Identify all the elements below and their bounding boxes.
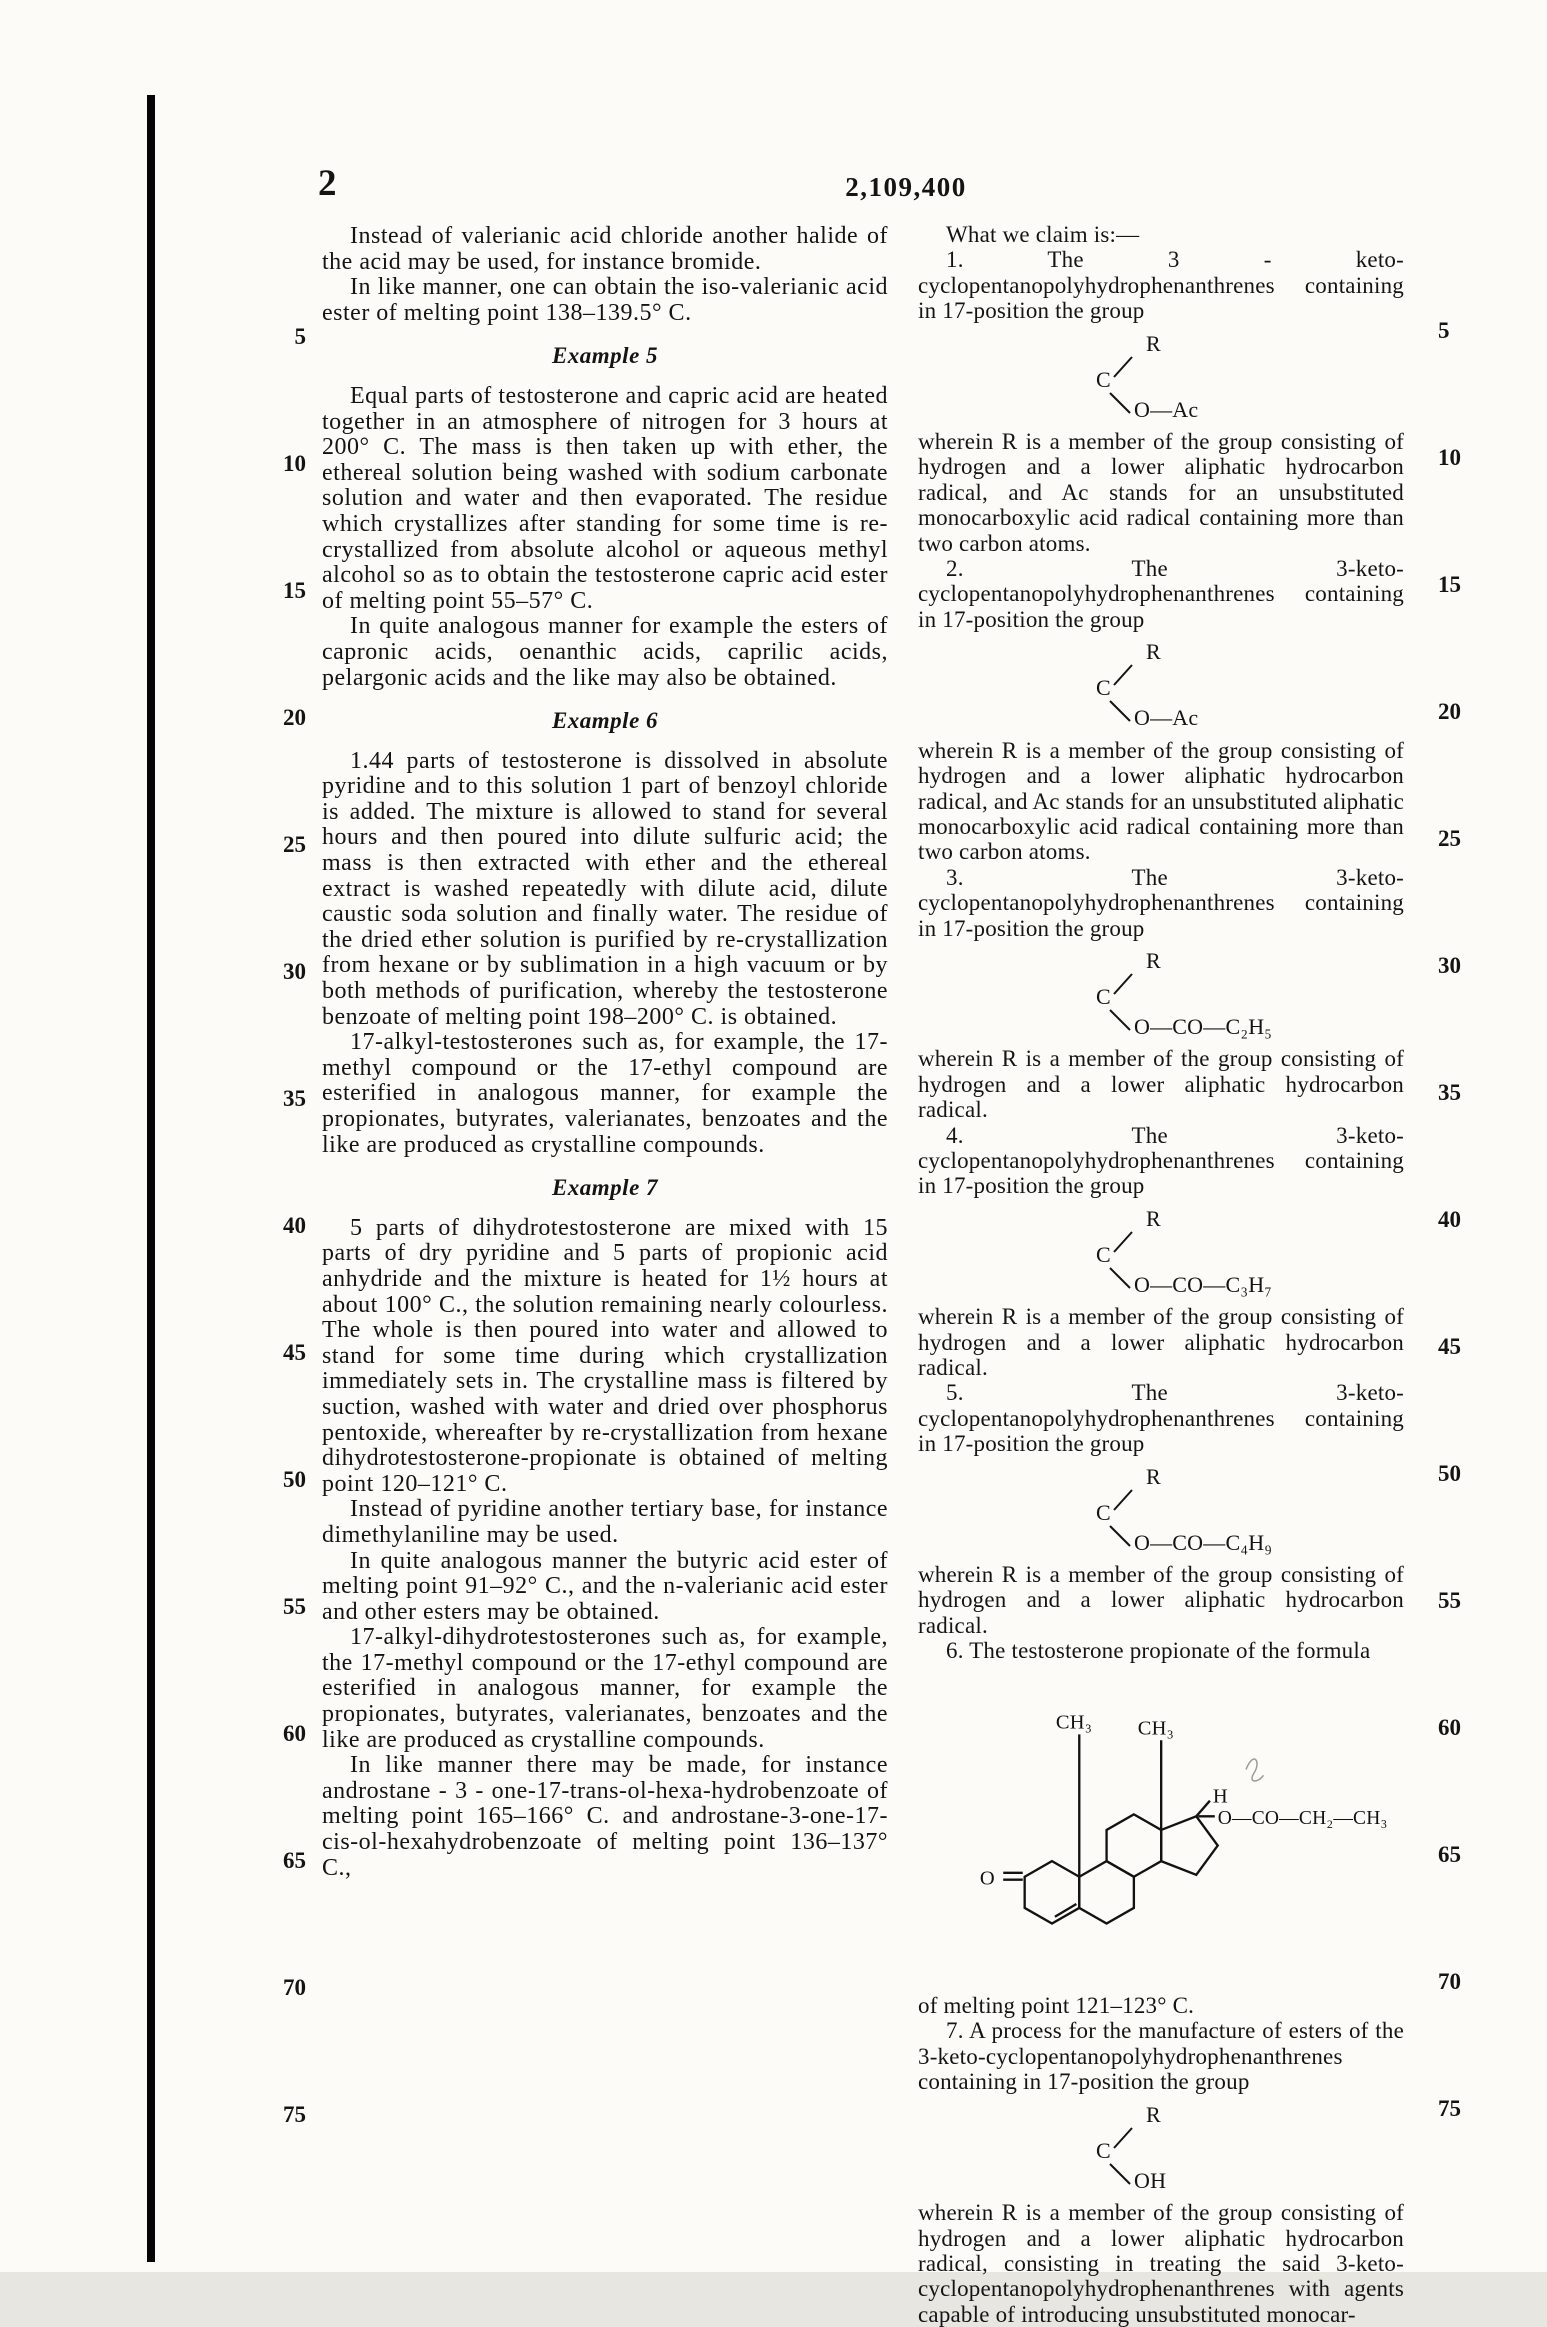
- claims-column: [918, 222, 1404, 2327]
- line-number-right-55: 55: [1438, 1588, 1461, 1613]
- claim-7-text: 7. A process for the manufacture of esters of the 3-keto-cyclopentanopolyhydrophenanthrenes containing in 17-position the group: [918, 2018, 1404, 2095]
- spec-paragraph-1: Instead of valerianic acid chloride another halide of the acid may be used, for instance bromide.: [322, 223, 888, 275]
- spec-paragraph-4: In quite analogous manner for example the esters of capronic acids, oenanthic acids, caprilic acids, pelargonic acids and the like may also be obtained.: [322, 613, 888, 691]
- claim-4-wherein: wherein R is a member of the group consisting of hydrogen and a lower aliphatic hydrocarbon radical.: [918, 1304, 1404, 1380]
- structure-r-label: R: [1146, 947, 1161, 973]
- spec-paragraph-11: In like manner there may be made, for instance androstane - 3 - one-17-trans-ol-hexa-hydrobenzoate of melting point 165–166° C. and androstane-3-one-17-cis-ol-hexahydrobenzoate of melting point 136–137° C.,: [322, 1752, 888, 1881]
- line-number-left-30: 30: [283, 959, 306, 984]
- spec-paragraph-7: 5 parts of dihydrotestosterone are mixed with 15 parts of dry pyridine and 5 parts of propionic acid anhydride and the mixture is heated for 1½ hours at about 100° C., the solution remaining nearly colourless. The whole is then poured into water and allowed to stand for some time during which crystallization immediately sets in. The crystalline mass is filtered by suction, washed with water and dried over phosphorus pentoxide, whereafter by re-crystallization from hexane dihydrotestosterone-propionate is obtained of melting point 120–121° C.: [322, 1214, 888, 1497]
- steroid-ring-d: [1161, 1816, 1218, 1875]
- line-number-left-10: 10: [283, 451, 306, 476]
- structure-ester-label: O—CO—C₂H₅: [1134, 1013, 1273, 1039]
- line-number-left-20: 20: [283, 705, 306, 730]
- claim-5-wherein: wherein R is a member of the group consisting of hydrogen and a lower aliphatic hydrocarbon radical.: [918, 1562, 1404, 1638]
- structure-r-label: R: [1146, 639, 1161, 665]
- structure-ester-label: O—CO—C₄H₉: [1134, 1529, 1273, 1555]
- structure-ester-label: O—CO—C₃H₇: [1134, 1271, 1273, 1297]
- structure-r-label: R: [1146, 1463, 1161, 1489]
- line-number-right-65: 65: [1438, 1842, 1461, 1867]
- example-7-heading: Example 7: [551, 1175, 659, 1201]
- steroid-ring-b: [1079, 1861, 1134, 1923]
- claim-3-structure: [1018, 946, 1404, 1043]
- claim-5-text: 5. The 3-keto-cyclopentanopolyhydrophenanthrenes containing in 17-position the group: [918, 1380, 1404, 1457]
- steroid-caption: of melting point 121–123° C.: [918, 1993, 1195, 2019]
- structure-hydroxyl-label: OH: [1134, 2167, 1167, 2193]
- structure-ester-label: O—Ac: [1134, 705, 1199, 731]
- line-number-right-70: 70: [1438, 1969, 1461, 1994]
- line-number-right-60: 60: [1438, 1715, 1461, 1740]
- structure-r-label: R: [1146, 2101, 1161, 2127]
- line-number-left-70: 70: [283, 1975, 306, 2000]
- line-number-left-60: 60: [283, 1721, 306, 1746]
- line-number-right-20: 20: [1438, 699, 1461, 724]
- claims-intro: What we claim is:—: [946, 222, 1140, 247]
- steroid-ester-chain-label: O—CO—CH₂—CH₃: [1217, 1807, 1388, 1829]
- line-number-right-35: 35: [1438, 1080, 1461, 1105]
- structure-r-label: R: [1146, 330, 1161, 356]
- steroid-hydrogen-label: H: [1212, 1785, 1228, 1808]
- line-number-left-5: 5: [294, 324, 306, 349]
- claim-1-structure: [1018, 329, 1404, 426]
- claim-1-wherein: wherein R is a member of the group consisting of hydrogen and a lower aliphatic hydrocarbon radical, and Ac stands for an unsubstituted monocarboxylic acid radical containing more than two carbon atoms.: [918, 429, 1404, 556]
- line-number-left-15: 15: [283, 578, 306, 603]
- claim-4-text: 4. The 3-keto-cyclopentanopolyhydrophenanthrenes containing in 17-position the group: [918, 1122, 1404, 1199]
- spec-paragraph-9: In quite analogous manner the butyric acid ester of melting point 91–92° C., and the n-valerianic acid ester and other esters may be obtained.: [322, 1547, 888, 1625]
- line-number-right-40: 40: [1438, 1207, 1461, 1232]
- spec-paragraph-6: 17-alkyl-testosterones such as, for example, the 17-methyl compound or the 17-ethyl compound are esterified in analogous manner, for example the propionates, butyrates, valerianates, benzoates and the like are produced as crystalline compounds.: [322, 1029, 888, 1158]
- structure-c-label: C: [1096, 1499, 1111, 1525]
- spec-paragraph-10: 17-alkyl-dihydrotestosterones such as, for example, the 17-methyl compound or the 17-ethyl compound are esterified in analogous manner, for example the propionates, butyrates, valerianates, benzoates and the like are produced as crystalline compounds.: [322, 1624, 888, 1753]
- structure-c-label: C: [1096, 366, 1111, 392]
- line-number-left-75: 75: [283, 2102, 306, 2127]
- line-number-left-40: 40: [283, 1213, 306, 1238]
- spec-paragraph-8: Instead of pyridine another tertiary base, for instance dimethylaniline may be used.: [322, 1496, 888, 1548]
- structure-c-label: C: [1096, 1241, 1111, 1267]
- claim-6-text: 6. The testosterone propionate of the formula: [946, 1638, 1371, 1664]
- claim-3-text: 3. The 3-keto-cyclopentanopolyhydrophenanthrenes containing in 17-position the group: [918, 864, 1404, 941]
- patent-number: 2,109,400: [845, 172, 967, 202]
- claim-4-structure: [1018, 1204, 1404, 1301]
- claim-2-wherein: wherein R is a member of the group consisting of hydrogen and a lower aliphatic hydrocarbon radical, and Ac stands for an unsubstituted aliphatic monocarboxylic acid radical containing more than two carbon atoms.: [918, 737, 1404, 865]
- example-5-heading: Example 5: [551, 343, 659, 369]
- page-number: 2: [318, 163, 338, 204]
- steroid-ring-c: [1107, 1814, 1162, 1876]
- scan-artifact: [1246, 1759, 1264, 1781]
- example-6-heading: Example 6: [551, 708, 659, 734]
- line-number-left-65: 65: [283, 1848, 306, 1873]
- line-number-right-5: 5: [1438, 318, 1450, 343]
- line-number-right-45: 45: [1438, 1334, 1461, 1359]
- spec-paragraph-5: 1.44 parts of testosterone is dissolved in absolute pyridine and to this solution 1 part of benzoyl chloride is added. The mixture is allowed to stand for several hours and then poured into dilute sulfuric acid; the mass is then extracted with ether and the ethereal extract is washed repeatedly with dilute acid, dilute caustic soda solution and finally water. The residue of the dried ether solution is purified by re-crystallization from hexane or by sublimation in a high vacuum or by both methods of purification, whereby the testosterone benzoate of melting point 198–200° C. is obtained.: [322, 747, 888, 1030]
- line-number-right-75: 75: [1438, 2096, 1461, 2121]
- structure-c-label: C: [1096, 2137, 1111, 2163]
- line-number-right-50: 50: [1438, 1461, 1461, 1486]
- binding-edge-line: [147, 95, 155, 2262]
- specification-column: [322, 224, 888, 1881]
- structure-ester-label: O—Ac: [1134, 396, 1199, 422]
- line-number-left-35: 35: [283, 1086, 306, 1111]
- spec-paragraph-2: In like manner, one can obtain the iso-valerianic acid ester of melting point 138–139.5° C.: [322, 274, 888, 326]
- claim-5-structure: [1018, 1462, 1404, 1559]
- line-number-right-25: 25: [1438, 826, 1461, 851]
- claim-1-text: 1. The 3 - keto-cyclopentanopolyhydrophenanthrenes containing in 17-position the group: [918, 247, 1404, 324]
- claim-2-text: 2. The 3-keto-cyclopentanopolyhydrophenanthrenes containing in 17-position the group: [918, 556, 1404, 632]
- line-number-right-30: 30: [1438, 953, 1461, 978]
- line-number-left-25: 25: [283, 832, 306, 857]
- claim-7-wherein: wherein R is a member of the group consisting of hydrogen and a lower aliphatic hydrocarbon radical, consisting in treating the said 3-keto-cyclopentanopolyhydrophenanthrenes with agents capable of introducing unsubstituted monocar-: [918, 2200, 1404, 2327]
- line-number-right-15: 15: [1438, 572, 1461, 597]
- claim-3-wherein: wherein R is a member of the group consisting of hydrogen and a lower aliphatic hydrocarbon radical.: [918, 1046, 1404, 1123]
- structure-r-label: R: [1146, 1205, 1161, 1231]
- line-number-right-10: 10: [1438, 445, 1461, 470]
- steroid-methyl-right-label: CH₃: [1137, 1717, 1174, 1740]
- steroid-structure: [958, 1672, 1404, 1989]
- structure-c-label: C: [1096, 675, 1111, 701]
- line-number-left-55: 55: [283, 1594, 306, 1619]
- claim-7-structure: [1018, 2100, 1404, 2197]
- steroid-methyl-left-label: CH₃: [1055, 1711, 1093, 1734]
- structure-c-label: C: [1096, 983, 1111, 1009]
- line-number-left-45: 45: [283, 1340, 306, 1365]
- spec-paragraph-3: Equal parts of testosterone and capric acid are heated together in an atmosphere of nitrogen for 3 hours at 200° C. The mass is then taken up with ether, the ethereal solution being washed with sodium carbonate solution and water and then evaporated. The residue which crystallizes after standing for some time is re-crystallized from absolute alcohol or aqueous methyl alcohol so as to obtain the testosterone capric acid ester of melting point 55–57° C.: [322, 382, 888, 614]
- claim-2-structure: [1018, 637, 1404, 734]
- line-number-left-50: 50: [283, 1467, 306, 1492]
- steroid-ketone-label: O: [979, 1867, 995, 1890]
- steroid-ring-a: [1025, 1861, 1080, 1923]
